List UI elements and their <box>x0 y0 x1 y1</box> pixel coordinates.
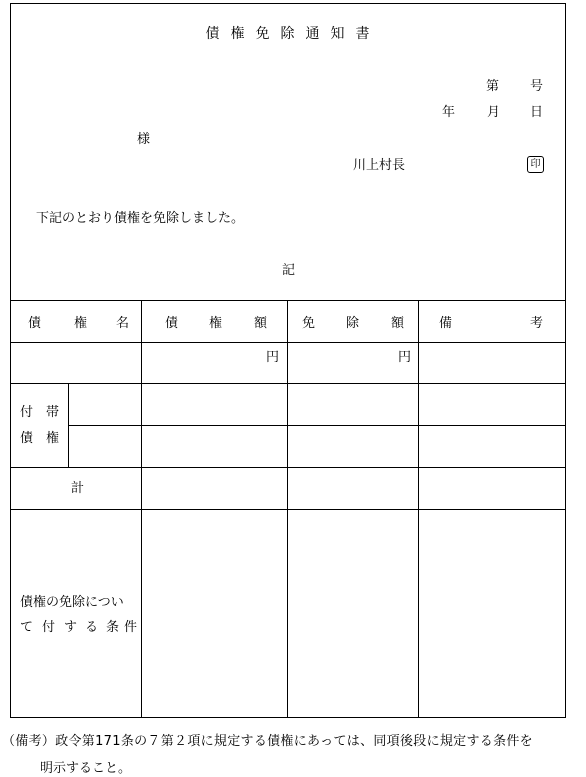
yen-unit-exemption: 円 <box>398 350 412 365</box>
total-row-border <box>10 509 566 510</box>
number-suffix: 号 <box>530 79 544 94</box>
date-year: 年 <box>442 105 456 120</box>
document-title: 債権免除通知書 <box>205 26 381 42</box>
header-row-border <box>10 342 566 343</box>
seal-mark: 印 <box>527 156 544 173</box>
amount-row-border <box>10 383 566 384</box>
ancillary-divider <box>68 383 69 467</box>
addressee-suffix: 様 <box>137 132 151 147</box>
number-prefix: 第 <box>486 79 500 94</box>
conditions-label-line1: 債権の免除につい <box>20 595 124 610</box>
yen-unit-claim: 円 <box>266 350 280 365</box>
table-top-border <box>10 300 566 301</box>
ancillary-inner-border <box>68 425 566 426</box>
ancillary-row-border <box>10 467 566 468</box>
col-divider-1 <box>141 300 142 718</box>
ki-label: 記 <box>282 263 296 278</box>
date-month: 月 <box>487 105 501 120</box>
col-divider-2 <box>287 300 288 718</box>
footnote-line2: 明示すること。 <box>40 761 132 776</box>
total-label: 計 <box>71 481 85 496</box>
footnote-line1: （備考）政令第171条の７第２項に規定する債権にあっては、同項後段に規定する条件を <box>2 734 533 749</box>
col-divider-3 <box>418 300 419 718</box>
body-text: 下記のとおり債権を免除しました。 <box>36 211 245 226</box>
issuer-title: 川上村長 <box>353 158 406 173</box>
date-day: 日 <box>530 105 544 120</box>
